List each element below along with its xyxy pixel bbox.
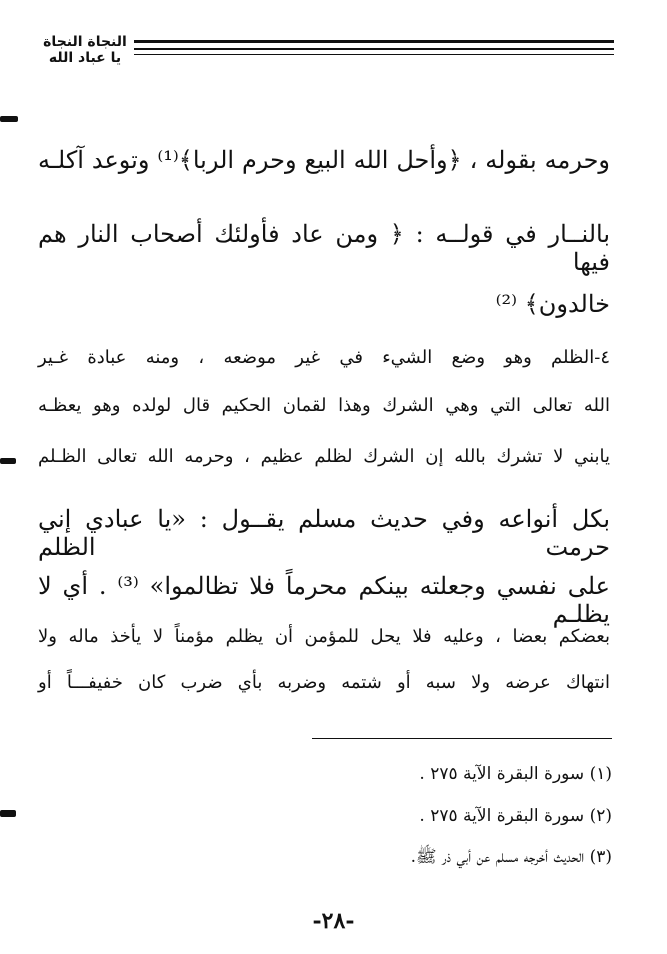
text-line: بكل أنواعه وفي حديث مسلم يقــول : «يا عبادي إني حرمت الظلم xyxy=(38,505,610,561)
scan-mark xyxy=(0,810,16,817)
footnote-separator xyxy=(312,738,612,739)
text-line: خالدون﴾ ⁽²⁾ xyxy=(495,290,610,318)
text-line: بالنــار في قولــه : ﴿ ومن عاد فأولئك أصحاب النار هم فيها xyxy=(38,220,610,276)
footnote-item: (١) سورة البقرة الآية ٢٧٥ . xyxy=(419,764,612,784)
scan-mark xyxy=(0,458,16,464)
header-title xyxy=(40,34,130,66)
header-rule-thick xyxy=(134,40,614,43)
header-title-line2: يا عباد الله xyxy=(48,50,122,66)
text-line: على نفسي وجعلته بينكم محرماً فلا تظالموا» ⁽³⁾ . أي لا يظلـم xyxy=(38,572,610,628)
page-number: -٢٨- xyxy=(312,908,355,934)
text-line: بعضكم بعضا ، وعليه فلا يحل للمؤمن أن يظلم مؤمناً لا يأخذ ماله ولا xyxy=(38,626,610,647)
header-rule-thin xyxy=(134,48,614,50)
text-line: ٤-الظلم وهو وضع الشيء في غير موضعه ، ومنه عبادة غـير xyxy=(38,347,610,368)
text-line: انتهاك عرضه ولا سبه أو شتمه وضربه بأي ضرب كان خفيفـــاً أو xyxy=(38,672,610,693)
text-line: يابني لا تشرك بالله إن الشرك لظلم عظيم ، وحرمه الله تعالى الظـلم xyxy=(38,446,610,467)
text-line: وحرمه بقوله ، ﴿وأحل الله البيع وحرم الربا﴾⁽¹⁾ وتوعد آكلـه xyxy=(38,146,610,174)
text-line: الله تعالى التي وهي الشرك وهذا لقمان الحكيم قال لولده وهو يعظـه xyxy=(38,395,610,416)
header-rule-hairline xyxy=(134,54,614,55)
scan-mark xyxy=(0,116,18,122)
footnote-item: (٣) الحديث أخرجه مسلم عن أبي ذر ﷺ. xyxy=(410,847,612,867)
header-title-line1: النجاة النجاة xyxy=(43,34,127,50)
footnote-item: (٢) سورة البقرة الآية ٢٧٥ . xyxy=(419,806,612,826)
